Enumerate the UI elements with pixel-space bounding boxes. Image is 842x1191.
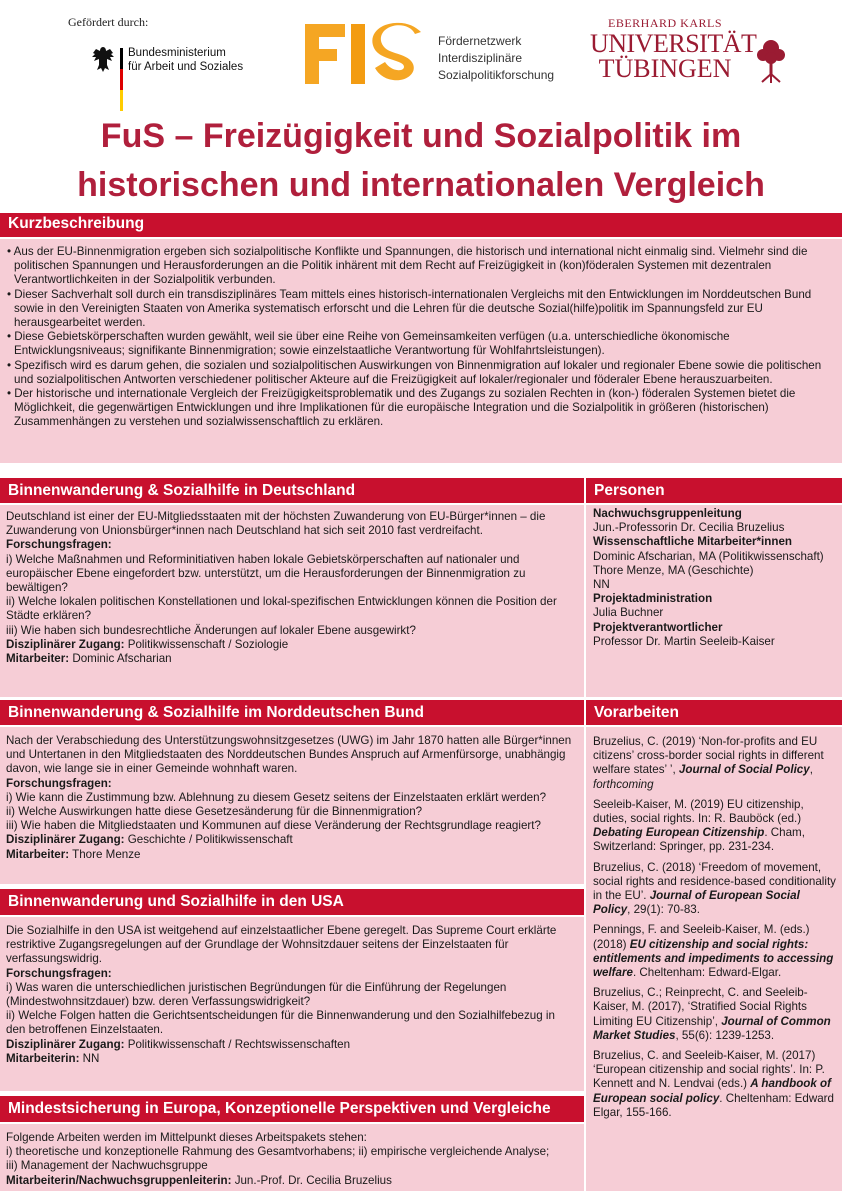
persons-admin-name: Julia Buchner (593, 606, 664, 620)
section-header-mindestsicherung: Mindestsicherung in Europa, Konzeptionelle Perspektiven und Vergleiche (0, 1096, 584, 1122)
de-question-2: ii) Welche lokalen politischen Konstellationen und lokal-spezifischen Entwicklungen können die Position der Städte erklären? (6, 595, 557, 623)
usa-discipline-value: Politikwissenschaft / Rechtswissenschaften (124, 1037, 351, 1051)
reference-6-publisher: . Cheltenham: Edward Elgar, 155-166. (593, 1091, 834, 1119)
persons-staff-1: Dominic Afscharian, MA (Politikwissenschaft) (593, 549, 824, 563)
usa-discipline-label: Disziplinärer Zugang: (6, 1037, 125, 1051)
header (0, 0, 842, 110)
reference-3 (593, 861, 836, 918)
kurz-bullet-2-text: Dieser Sachverhalt soll durch ein transdisziplinäres Team mittels eines historisch-internationalen Vergleichs mit den Entwicklungen im Norddeutschen Bund sowie in den Vereinigten Staaten von Amerika systematisch erforscht und die Lehren für die deutsche Sozial(hilfe)politik im Spannungsfeld zur EU herausgearbeitet werden. (14, 287, 812, 330)
eu-staff-label: Mitarbeiterin/Nachwuchsgruppenleiterin: (6, 1173, 232, 1187)
persons-role-staff: Wissenschaftliche Mitarbeiter*innen (593, 535, 792, 549)
ndb-discipline (6, 833, 576, 847)
ndb-staff-value: Thore Menze (69, 847, 141, 861)
eu-line-3: iii) Management der Nachwuchsgruppe (6, 1159, 208, 1173)
kurz-bullet-3: • Diese Gebietskörperschaften wurden gewählt, weil sie über eine Reihe von Gemeinsamkeiten verfügen (u.a. unterschiedliche ökonomische Entwicklungsniveaus; signifikante Binnenmigration; sowie einzelstaatliche Verantwortung für Wohlfahrtsleistungen). (7, 330, 730, 358)
reference-5-pages: , 55(6): 1239-1253. (675, 1028, 775, 1042)
usa-staff-label: Mitarbeiterin: (6, 1051, 80, 1065)
fis-line-3: Sozialpolitikforschung (438, 68, 555, 82)
kurzbeschreibung-box (0, 239, 842, 463)
ndb-question-2: ii) Welche Auswirkungen hatte diese Gesetzesänderung für die Binnenmigration? (6, 805, 423, 819)
de-discipline-value: Politikwissenschaft / Soziologie (124, 637, 289, 651)
de-staff (6, 652, 576, 666)
funded-by-label: Gefördert durch: (68, 15, 149, 29)
usa-intro: Die Sozialhilfe in den USA ist weitgehend auf einzelstaatlicher Ebene geregelt. Das Supreme Court erklärte restriktive Zugangsregelungen auf der Grundlage der Wohnsitzdauer seitens der Einzelstaaten für verfassungswidrig. (6, 924, 557, 966)
usa-box (0, 917, 584, 1091)
reference-4-text: Pennings, F. and Seeleib-Kaiser, M. (eds.) (2018) (593, 923, 810, 951)
usa-question-2: ii) Welche Folgen hatten die Gerichtsentscheidungen für die Binnenwanderung und den Sozialhilfebezug in den betroffenen Einzelstaaten. (6, 1009, 555, 1037)
reference-3-text: Bruzelius, C. (2018) ‘Freedom of movement, social rights and residence-based conditionality in the EU’. (593, 860, 836, 903)
reference-1-journal: Journal of Social Policy (678, 763, 810, 777)
de-question-1: i) Welche Maßnahmen und Reforminitiativen haben lokale Gebietskörperschaften auf nationaler und europäischer Ebene eingefordert bzw. unterstützt, um die Herausforderungen der Binnenmigration zu bewältigen? (6, 552, 526, 595)
flag-bar (120, 48, 123, 112)
ndb-question-1: i) Wie kann die Zustimmung bzw. Ablehnung zu diesem Gesetz seitens der Einzelstaaten erklärt werden? (6, 790, 547, 804)
ndb-staff (6, 848, 576, 862)
de-discipline (6, 638, 576, 652)
reference-3-pages: , 29(1): 70-83. (627, 903, 700, 917)
bmas-line-2: für Arbeit und Soziales (128, 60, 244, 73)
title-line-2: historischen und internationalen Vergleich (77, 166, 765, 204)
fis-line-2: Interdisziplinäre (438, 51, 523, 65)
section-header-norddeutscher-bund: Binnenwanderung & Sozialhilfe im Norddeutschen Bund (0, 700, 584, 725)
reference-2-publisher: . Cham, Switzerland: Springer, pp. 231-234. (593, 826, 805, 854)
poster-title (0, 112, 842, 210)
bmas-logo-text (128, 47, 243, 74)
reference-5-journal: Journal of Common Market Studies (593, 1014, 831, 1042)
personen-box (586, 505, 842, 697)
kurz-bullet-2: • Dieser Sachverhalt soll durch ein transdisziplinäres Team mittels eines historisch-internationalen Vergleichs mit den Entwicklungen im Norddeutschen Bund sowie in den Vereinigten Staaten von Amerika systematisch erforscht und die Lehren für die deutsche Sozial(hilfe)politik im Spannungsfeld zur EU herausgearbeitet werden. (7, 287, 812, 330)
persons-staff-3: NN (593, 578, 610, 592)
kurz-bullet-4: • Spezifisch wird es darum gehen, die sozialen und sozialpolitischen Auswirkungen von Binnenmigration auf lokaler und regionaler Ebene sowie die politischen und sozialpolitischen Antworten verschiedener politischer Akteure auf die Freizügigkeit auf lokaler/regionaler und föderaler Ebene herauszuarbeiten. (7, 358, 822, 386)
uni-line-3: TÜBINGEN (598, 54, 732, 83)
kurz-bullet-5: • Der historische und internationale Vergleich der Freizügigkeitsproblematik und des Zugangs zu sozialen Rechten in (kon-) föderalen Systemen bietet die Möglichkeit, die gegenwärtigen Entwicklungen und ihre Implikationen für die europäische Integration und die Sozialpolitik in größeren (historischen) Zusammenhängen zu verstehen und sozialwissenschaftlich zu erklären. (7, 387, 796, 429)
de-questions-label: Forschungsfragen: (6, 538, 112, 552)
usa-question-1: i) Was waren die unterschiedlichen juristischen Begründungen für die Einführung der Regelungen (Mindestwohnsitzdauer) bzw. deren Verfassungswidrigkeit? (6, 980, 507, 1009)
reference-3-journal: Journal of European Social Policy (593, 889, 800, 917)
de-discipline-label: Disziplinärer Zugang: (6, 637, 125, 651)
fis-line-1: Fördernetzwerk (438, 34, 522, 48)
uni-line-1: EBERHARD KARLS (607, 16, 722, 30)
uni-line-2: UNIVERSITÄT (590, 29, 757, 58)
eu-staff-value: Jun.-Prof. Dr. Cecilia Bruzelius (231, 1173, 392, 1187)
norddeutscher-bund-box (0, 727, 584, 884)
reference-1-status: forthcoming (593, 777, 654, 791)
kurz-bullet-4-text: Spezifisch wird es darum gehen, die sozialen und sozialpolitischen Auswirkungen von Binnenmigration auf lokaler und regionaler Ebene sowie die politischen und sozialpolitischen Antworten verschiedener politischer Akteure auf die Freizügigkeit auf lokaler/regionaler und föderaler Ebene herauszuarbeiten. (14, 358, 822, 386)
reference-1-text: Bruzelius, C. (2019) ‘Non-for-profits and EU citizens’ cross-border social rights in different welfare states’ ’, (593, 735, 824, 777)
persons-role-lead: Nachwuchsgruppenleitung (593, 507, 742, 520)
reference-6 (593, 1049, 836, 1120)
persons-role-responsible: Projektverantwortlicher (593, 620, 723, 634)
reference-2-book: Debating European Citizenship (593, 826, 765, 840)
vorarbeiten-box (586, 727, 842, 1191)
section-header-deutschland: Binnenwanderung & Sozialhilfe in Deutschland (0, 478, 584, 503)
usa-discipline (6, 1038, 576, 1052)
persons-responsible-name: Professor Dr. Martin Seeleib-Kaiser (593, 634, 775, 648)
reference-6-book: A handbook of European social policy (593, 1077, 831, 1105)
bmas-line-1: Bundesministerium (128, 47, 226, 59)
ndb-staff-label: Mitarbeiter: (6, 847, 70, 861)
reference-5-text: Bruzelius, C.; Reinprecht, C. and Seeleib-Kaiser, M. (2017), ‘Stratified Social Rights Limiting EU Citizenship’, (593, 986, 808, 1028)
ndb-discipline-value: Geschichte / Politikwissenschaft (124, 833, 293, 847)
fis-logo (305, 22, 425, 86)
de-intro: Deutschland ist einer der EU-Mitgliedsstaaten mit der höchsten Zuwanderung von EU-Bürger*innen – die Zuwanderung von Unionsbürger*innen nach Deutschland hat sich seit 2010 fast verdreifacht. (6, 510, 546, 538)
federal-eagle-icon (90, 44, 116, 74)
section-header-kurzbeschreibung: Kurzbeschreibung (0, 213, 842, 237)
section-header-usa: Binnenwanderung und Sozialhilfe in den USA (0, 889, 584, 915)
mindestsicherung-box (0, 1124, 584, 1191)
section-header-vorarbeiten: Vorarbeiten (586, 700, 842, 725)
eu-intro: Folgende Arbeiten werden im Mittelpunkt dieses Arbeitspakets stehen: (6, 1131, 367, 1144)
fis-logo-text (438, 33, 554, 84)
eu-line-2: i) theoretische und konzeptionelle Rahmung des Gesamtvorhabens; ii) empirische vergleichende Analyse; (6, 1145, 550, 1159)
palm-tree-icon (754, 38, 788, 84)
persons-role-admin: Projektadministration (593, 592, 713, 606)
de-staff-value: Dominic Afscharian (69, 652, 172, 666)
deutschland-box (0, 505, 584, 697)
reference-4-book: EU citizenship and social rights: entitlements and impediments to accessing welfare (593, 937, 834, 980)
kurz-bullet-3-text: Diese Gebietskörperschaften wurden gewählt, weil sie über eine Reihe von Gemeinsamkeiten verfügen (u.a. unterschiedliche ökonomische Entwicklungsniveaus; signifikante Binnenmigration; sowie einzelstaatliche Verantwortung für Wohlfahrtsleistungen). (14, 330, 730, 358)
ndb-discipline-label: Disziplinärer Zugang: (6, 833, 125, 847)
persons-staff-2: Thore Menze, MA (Geschichte) (593, 563, 754, 577)
de-question-3: iii) Wie haben sich bundesrechtliche Änderungen auf lokaler Ebene ausgewirkt? (6, 623, 416, 637)
de-staff-label: Mitarbeiter: (6, 652, 70, 666)
usa-questions-label: Forschungsfragen: (6, 966, 112, 980)
reference-4-publisher: . Cheltenham: Edward-Elgar. (632, 966, 782, 980)
kurz-bullet-1: • Aus der EU-Binnenmigration ergeben sich sozialpolitische Konflikte und Spannungen, die historisch und international nicht einmalig sind. Vielmehr sind die politischen Spannungen und Herausforderungen an die Politik inhärent mit dem Recht auf Freizügigkeit in (kon)föderalen Systemen mit dezentralen Verantwortlichkeiten in der Sozialpolitik verbunden. (7, 245, 808, 287)
reference-2 (593, 798, 836, 855)
usa-staff-value: NN (79, 1051, 100, 1065)
ndb-questions-label: Forschungsfragen: (6, 776, 112, 790)
reference-1-sep: , (809, 763, 813, 777)
persons-lead-name: Jun.-Professorin Dr. Cecilia Bruzelius (593, 521, 785, 535)
kurz-bullet-5-text: Der historische und internationale Vergleich der Freizügigkeitsproblematik und des Zugangs zu sozialen Rechten in (kon-) föderalen Systemen bietet die Möglichkeit, die gegenwärtigen Entwicklungen und ihre Implikationen für die europäische Integration und die Sozialpolitik in größeren (historischen) Zusammenhängen zu verstehen und sozialwissenschaftlich zu erklären. (14, 387, 796, 429)
kurz-bullet-1-text: Aus der EU-Binnenmigration ergeben sich sozialpolitische Konflikte und Spannungen, die historisch und international nicht einmalig sind. Vielmehr sind die politischen Spannungen und Herausforderungen an die Politik inhärent mit dem Recht auf Freizügigkeit in (kon)föderalen Systemen mit dezentralen Verantwortlichkeiten in der Sozialpolitik verbunden. (13, 245, 808, 287)
reference-1 (593, 735, 836, 792)
ndb-intro: Nach der Verabschiedung des Unterstützungswohnsitzgesetzes (UWG) im Jahr 1870 hatten alle Bürger*innen und Untertanen in den Mitgliedstaaten des Norddeutschen Bundes Anspruch auf Armenfürsorge, unabhängig davon, wie lange sie in einer Gemeinde wohnhaft waren. (6, 734, 572, 776)
eu-staff (6, 1174, 576, 1188)
reference-4 (593, 923, 836, 980)
reference-6-text: Bruzelius, C. and Seeleib-Kaiser, M. (2017) ‘European citizenship and social rights’. In: P. Kennett and N. Lendvai (eds.) (593, 1049, 825, 1091)
title-line-1: FuS – Freizügigkeit und Sozialpolitik im (100, 117, 742, 155)
ndb-question-3: iii) Wie haben die Mitgliedstaaten und Kommunen auf diese Veränderung der Rechtsgrundlage reagiert? (6, 819, 541, 833)
university-logo-text (590, 16, 757, 83)
reference-2-text: Seeleib-Kaiser, M. (2019) EU citizenship, duties, social rights. In: R. Bauböck (ed.) (593, 797, 804, 826)
reference-5 (593, 986, 836, 1043)
section-header-personen: Personen (586, 478, 842, 503)
usa-staff (6, 1052, 576, 1066)
